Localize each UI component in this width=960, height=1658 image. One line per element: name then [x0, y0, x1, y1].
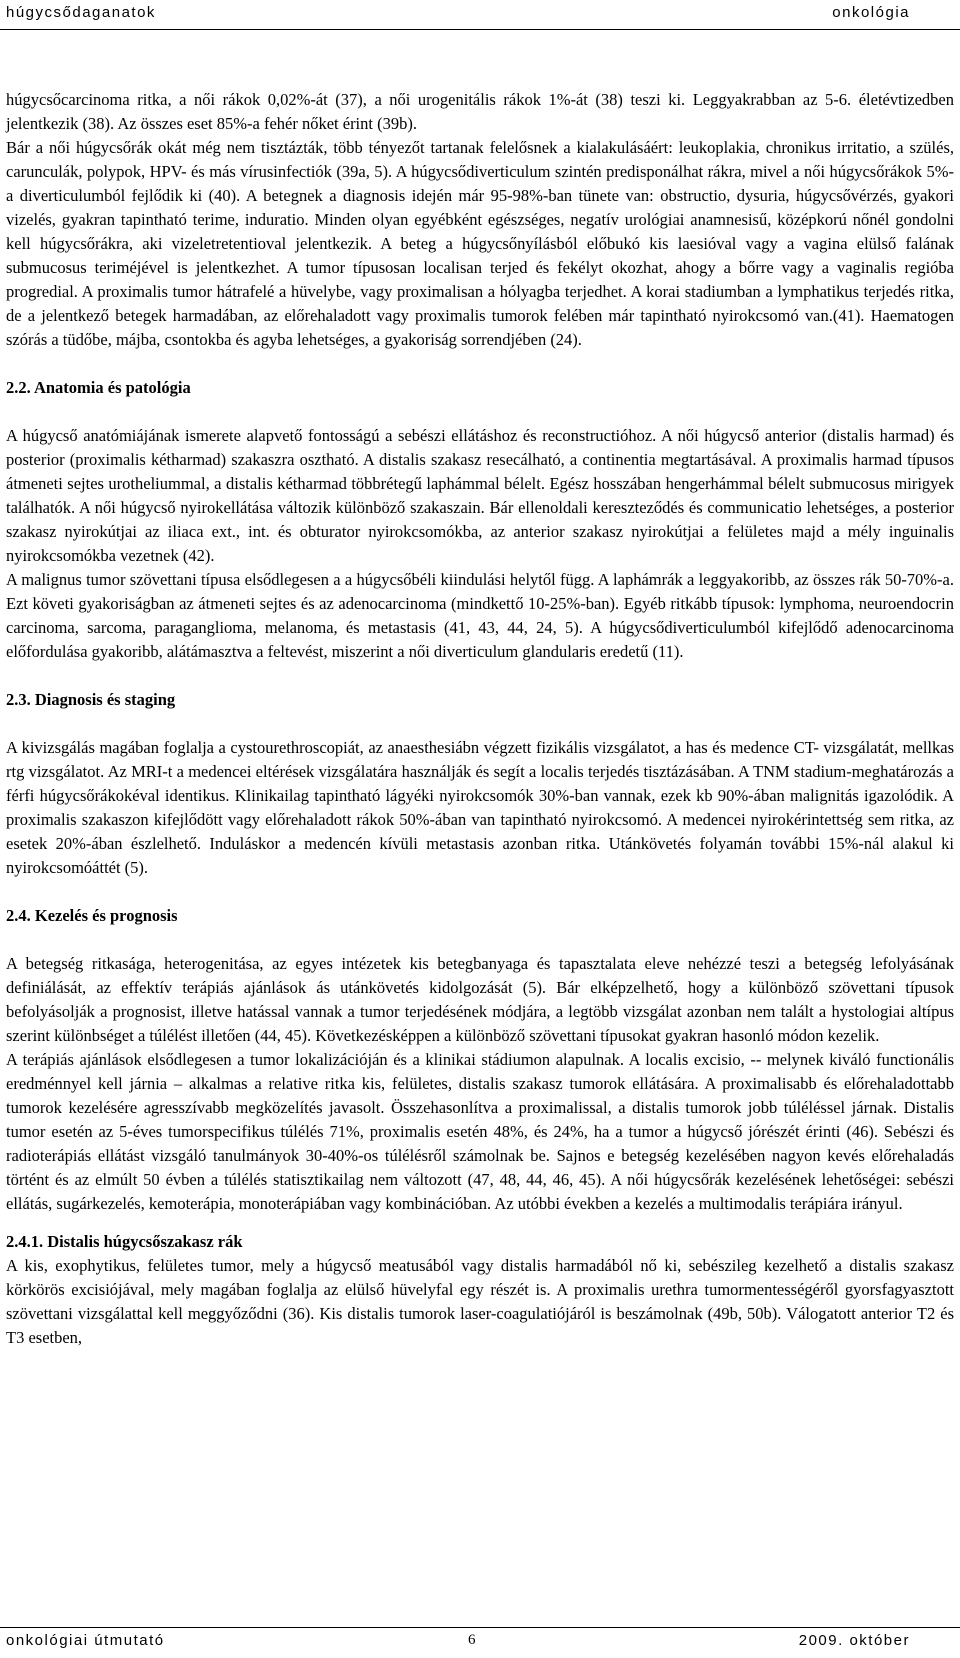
paragraph-treatment-recommendations: A terápiás ajánlások elsődlegesen a tumor lokalizációján és a klinikai stádiumon alapulnak. A localis excisio, -- melynek kiváló functionális eredménnyel kell járnia – alkalmas a relative ritka kis, felületes, distalis szakasz tumorok ellátására. A proximalisabb és előrehaladottabb tumorok kezelésére agresszívabb megközelítés javasolt. Összehasonlítva a proximalissal, a distalis tumorok jobb túléléssel járnak. Distalis tumor esetén az 5-éves tumorspecifikus túlélés 71%, proximalis esetén 48%, és 24%, ha a tumor a húgycső jórészét érinti (46). Sebészi és radioterápiás ellátást vizsgáló tanulmányok 30-40%-os túlélésről számolnak be. Sajnos e betegség kezelésében nagyon kevés előrehaladás történt és az elmúlt 50 évben a túlélés statisztikailag nem változott (47, 48, 44, 46, 45). A női húgycsőrák kezelésének lehetőségei: sebészi ellátás, sugárkezelés, kemoterápia, monoterápiában vagy kombinációban. Az utóbbi években a kezelés a multimodalis terápiára irányul. [6, 1050, 954, 1213]
section-heading-diagnosis: 2.3. Diagnosis és staging [6, 690, 176, 709]
paragraph-diagnosis: A kivizsgálás magában foglalja a cystourethroscopiát, az anaesthesiábn végzett fizikális vizsgálatot, a has és medence CT- vizsgálatát, mellkas rtg vizsgálatot. Az MRI-t a medencei eltérések vizsgálatára használják és segít a localis terjedés tisztázásában. A TNM stadium-meghatározás a férfi húgycsőrákokéval identikus. Klinikailag tapintható lágyéki nyirokcsomók 30%-ban vannak, ezek kb 90%-ában malignitás igazolódik. A proximalis szakaszon kifejlődött vagy előrehaladott rákok 50%-ában van tapintható nyirokcsomó. A medencei nyirokérintettség sem ritka, az esetek 20%-ában észlelhető. Induláskor a medencén kívüli metastasis azonban ritka. Utánkövetés folyamán további 15%-nál alakul ki nyirokcsomóáttét (5). [6, 738, 954, 877]
footer-title: onkológiai útmutató [6, 1632, 165, 1649]
document-body [6, 88, 954, 1350]
page-footer [0, 1632, 960, 1654]
header-divider [0, 29, 960, 30]
header-category: onkológia [832, 4, 910, 21]
footer-divider [0, 1627, 960, 1628]
section-heading-anatomy: 2.2. Anatomia és patológia [6, 378, 191, 397]
paragraph-anatomy: A húgycső anatómiájának ismerete alapvető fontosságú a sebészi ellátáshoz és reconstructióhoz. A női húgycső anterior (distalis harmad) és posterior (proximalis kétharmad) szakaszra osztható. A distalis szakasz resecálható, a continentia megtartásával. A proximalis harmad típusos átmeneti sejtes urotheliummal, a distalis kétharmad többrétegű laphámmal bélelt. Egész hosszában hengerhámmal bélelt submucosus mirigyek találhatók. A női húgycső nyirokellátása változik különböző szakaszain. Bár ellenoldali kereszteződés és communicatio lehetséges, a posterior szakasz nyirokútjai az iliaca ext., int. és obturator nyirokcsomókba, az anterior szakasz nyirokútjai a felületes majd a mély inguinalis nyirokcsomókba vezetnek (42). [6, 426, 954, 565]
section-heading-treatment: 2.4. Kezelés és prognosis [6, 906, 178, 925]
footer-date: 2009. október [798, 1632, 910, 1649]
paragraph-treatment-intro: A betegség ritkasága, heterogenitása, az egyes intézetek kis betegbanyaga és tapasztalata eleve nehézzé teszi a betegség lefolyásának definiálását, az effektív terápiás ajánlások ás utánkövetés kidolgozását (5). Bár elképzelhető, hogy a különböző szövettani típusok befolyásolják a prognosist, illetve hatással vannak a tumor terjedésének módjára, a legtöbb vizsgálat azonban nem talált a hystologiai altípus szerint különbséget a túlélést illetően (44, 45). Következésképpen a különböző szövettani típusokat gyakran hasonló módon kezelik. [6, 954, 954, 1045]
paragraph-distal-treatment: A kis, exophytikus, felületes tumor, mely a húgycső meatusából vagy distalis harmadából nő ki, sebészileg kezelhető a distalis szakasz körkörös excisiójával, mely magában foglalja az elülső hüvelyfal egy részét is. A proximalis urethra tumormentességéről gyorsfagyasztott szövettani vizsgálattal kell meggyőződni (36). Kis distalis tumorok laser-coagulatiójáról is beszámolnak (49b, 50b). Válogatott anterior T2 és T3 esetben, [6, 1256, 954, 1347]
header-section-title: húgycsődaganatok [6, 4, 156, 21]
paragraph-histology: A malignus tumor szövettani típusa elsődlegesen a a húgycsőbéli kiindulási helytől függ. A laphámrák a leggyakoribb, az összes rák 50-70%-a. Ezt követi gyakoriságban az átmeneti sejtes és az adenocarcinoma (mindkettő 10-25%-ban). Egyéb ritkább típusok: lymphoma, neuroendocrin carcinoma, sarcoma, paraganglioma, melanoma, és metastasis (41, 43, 44, 24, 5). A húgycsődiverticulumból kifejlődő adenocarcinoma előfordulása gyakoribb, alátámasztva a feltevést, miszerint a női diverticulum glandularis eredetű (11). [6, 570, 954, 661]
page-header [0, 4, 960, 26]
paragraph-etiology: Bár a női húgycsőrák okát még nem tisztázták, több tényezőt tartanak felelősnek a kialakulásáért: leukoplakia, chronikus irritatio, a szülés, carunculák, polypok, HPV- és más vírusinfectiók (39a, 5). A húgycsődiverticulum szintén predisponálhat rákra, mivel a női húgycsőrákok 5%-a diverticulumból fejlődik ki (40). A betegnek a diagnosis idején már 95-98%-ban tünete van: obstructio, dysuria, húgycsővérzés, gyakori vizelés, gyakran tapintható terime, induratio. Minden olyan egyébként egészséges, negatív urológiai anamnesisű, középkorú nőnél gondolni kell húgycsőrákra, aki vizeletretentioval jelentkezik. A beteg a húgycsőnyílásból előbukó kis laesióval vagy a vagina elülső falának submucosus teriméjével is jelentkezhet. A tumor típusosan localisan terjed és fekélyt okozhat, ahogy a bőrre vagy a vaginalis regióba progredial. A proximalis tumor hátrafelé a hüvelybe, vagy proximalisan a hólyagba terjedhet. A korai stadiumban a lymphatikus terjedés ritka, de a jelentkező betegek harmadában, az előrehaladott vagy proximalis tumorok felében már tapintható nyirokcsomó van.(41). Haematogen szórás a tüdőbe, májba, csontokba és agyba lehetséges, a gyakoriság sorrendjében (24). [6, 138, 954, 349]
page-number: 6 [468, 1632, 476, 1648]
subsection-heading-distal: 2.4.1. Distalis húgycsőszakasz rák [6, 1232, 243, 1251]
paragraph-incidence: húgycsőcarcinoma ritka, a női rákok 0,02%-át (37), a női urogenitális rákok 1%-át (38) teszi ki. Leggyakrabban az 5-6. életévtizedben jelentkezik (38). Az összes eset 85%-a fehér nőket érint (39b). [6, 90, 954, 133]
